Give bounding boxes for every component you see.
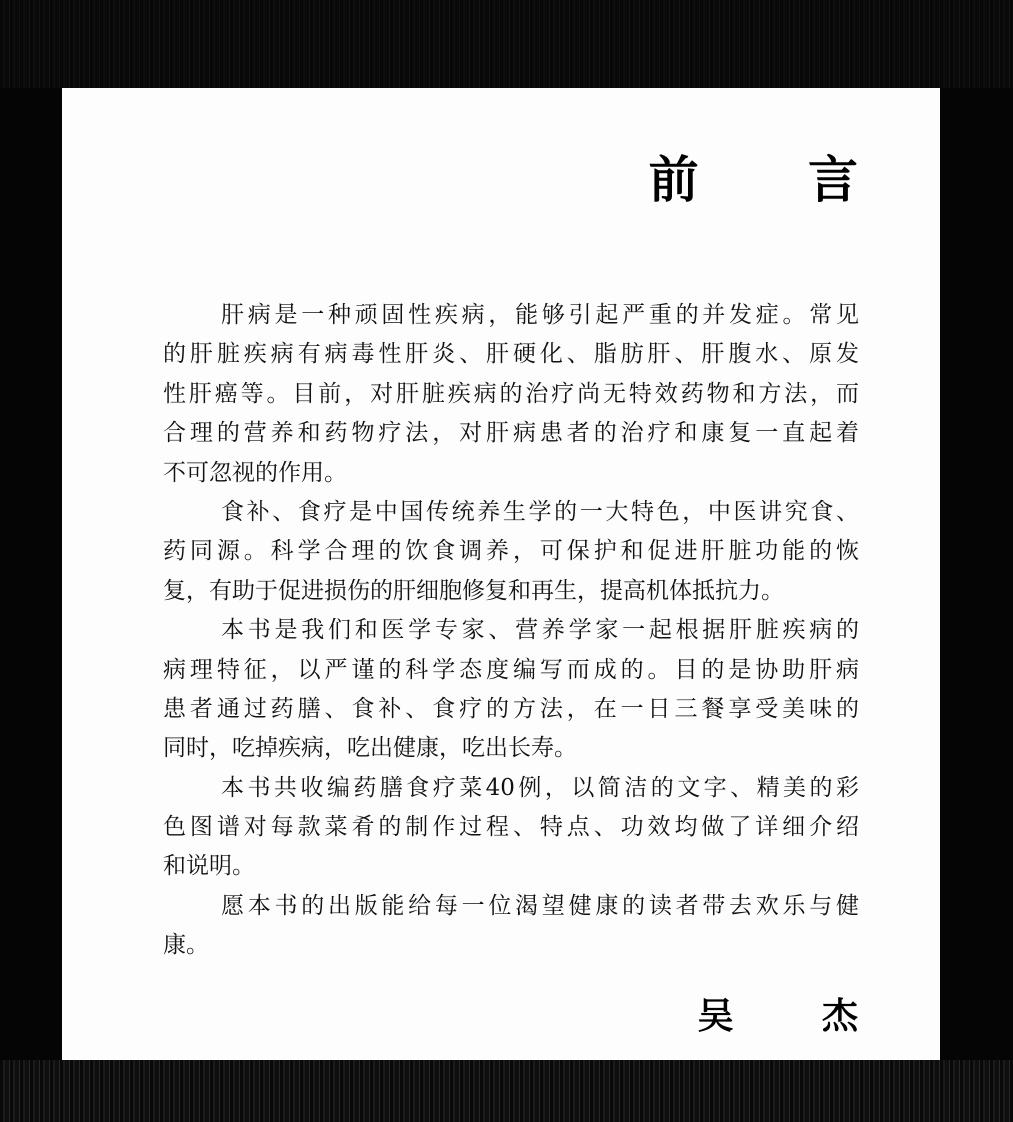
preface-body bbox=[163, 296, 859, 966]
page-title: 前 言 bbox=[648, 151, 904, 209]
paragraph bbox=[163, 296, 859, 493]
text-line: 同时，吃掉疾病，吃出健康，吃出长寿。 bbox=[163, 735, 577, 762]
text-line: 色图谱对每款菜肴的制作过程、特点、功效均做了详细介绍 bbox=[163, 814, 859, 841]
text-line: 患者通过药膳、食补、食疗的方法，在一日三餐享受美味的 bbox=[163, 695, 859, 722]
text-line: 不可忽视的作用。 bbox=[163, 459, 347, 486]
text-line: 药同源。科学合理的饮食调养，可保护和促进肝脏功能的恢 bbox=[163, 538, 859, 565]
text-line: 本书共收编药膳食疗菜40例，以简洁的文字、精美的彩 bbox=[221, 774, 859, 801]
author-signature: 吴 杰 bbox=[697, 995, 896, 1037]
text-line: 本书是我们和医学专家、营养学家一起根据肝脏疾病的 bbox=[221, 617, 859, 644]
text-line: 食补、食疗是中国传统养生学的一大特色，中医讲究食、 bbox=[221, 498, 859, 525]
scan-border-bottom bbox=[0, 1060, 1013, 1122]
text-line: 病理特征，以严谨的科学态度编写而成的。目的是协助肝病 bbox=[163, 656, 859, 683]
paragraph bbox=[163, 611, 859, 769]
paragraph bbox=[163, 887, 859, 966]
scan-border-top bbox=[0, 0, 1013, 88]
text-line: 康。 bbox=[163, 932, 209, 959]
text-line: 愿本书的出版能给每一位渴望健康的读者带去欢乐与健 bbox=[221, 892, 859, 919]
text-line: 肝病是一种顽固性疾病，能够引起严重的并发症。常见 bbox=[221, 302, 859, 328]
text-line: 和说明。 bbox=[163, 853, 255, 880]
paragraph bbox=[163, 493, 859, 611]
paragraph bbox=[163, 769, 859, 887]
text-line: 复，有助于促进损伤的肝细胞修复和再生，提高机体抵抗力。 bbox=[163, 577, 784, 604]
text-line: 合理的营养和药物疗法，对肝病患者的治疗和康复一直起着 bbox=[163, 420, 859, 447]
document-page bbox=[62, 88, 940, 1060]
text-line: 的肝脏疾病有病毒性肝炎、肝硬化、脂肪肝、肝腹水、原发 bbox=[163, 341, 859, 368]
text-line: 性肝癌等。目前，对肝脏疾病的治疗尚无特效药物和方法，而 bbox=[163, 380, 859, 407]
